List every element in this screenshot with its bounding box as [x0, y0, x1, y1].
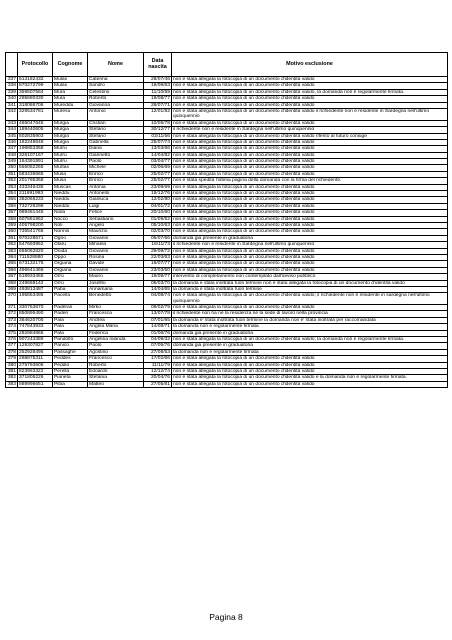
cell-nome: Antonio [88, 108, 144, 120]
cell-data-nascita: 30/12/77 [144, 127, 172, 133]
cell-nome: Angela Maria [88, 324, 144, 330]
cell-nome: Paolo [88, 343, 144, 349]
cell-data-nascita: 12/02/80 [144, 197, 172, 203]
cell-cognome: Murgia [53, 120, 88, 126]
cell-data-nascita: 02/03/70 [144, 229, 172, 235]
cell-row-number: 343 [6, 120, 18, 126]
cell-cognome: Murru [53, 146, 88, 152]
cell-row-number: 346 [6, 139, 18, 145]
cell-protocollo: 359507584 [18, 89, 53, 95]
cell-motivo: non è stata allegata la fotocopia di un documento d'identità valido [172, 362, 448, 368]
cell-nome: Roberto [88, 96, 144, 102]
cell-row-number: 341 [6, 102, 18, 108]
header-nome: Nome [88, 53, 144, 77]
cell-row-number: 360 [6, 229, 18, 235]
cell-data-nascita: 07/01/65 [144, 317, 172, 323]
cell-protocollo: 298875311 [18, 356, 53, 362]
cell-motivo: non è stata allegata la fotocopia di un documento d'identità valido [172, 102, 448, 108]
cell-data-nascita: 03/11/66 [144, 133, 172, 139]
cell-motivo: non è stata allegata la fotocopia di un documento d'identità valido; il richiedente non è residente in sardegna nell'ultimo quinquennio [172, 293, 448, 305]
cell-nome: Stefano [88, 133, 144, 139]
cell-motivo: non è stata allegata la fotocopia di un documento d'identità valido [172, 261, 448, 267]
cell-row-number: 352 [6, 178, 18, 184]
cell-row-number: 366 [6, 267, 18, 273]
cell-cognome: Pala [53, 317, 88, 323]
cell-nome: Giovanni [88, 235, 144, 241]
cell-cognome: Noli [53, 222, 88, 228]
table-row [6, 381, 448, 387]
cell-row-number: 380 [6, 362, 18, 368]
cell-motivo: non è stata allegata la fotocopia di un documento d'identità valido [172, 210, 448, 216]
cell-nome: Sebastiano [88, 216, 144, 222]
cell-data-nascita: 19/09/63 [144, 83, 172, 89]
cell-motivo: il richiedente non ha né la residenza né la sede di lavoro nella provincia [172, 311, 448, 317]
cell-data-nascita: 14/04/82 [144, 152, 172, 158]
cell-nome: Mihaela [88, 242, 144, 248]
cell-data-nascita: 25/02/77 [144, 178, 172, 184]
cell-cognome: Pacella [53, 293, 88, 305]
cell-nome: Enrico [88, 178, 144, 184]
cell-nome: Agostino [88, 349, 144, 355]
cell-motivo: non è stata allegata la fotocopia di un documento d'identità valido [172, 229, 448, 235]
cell-nome: Edoardo [88, 368, 144, 374]
cell-nome: Enrico [88, 171, 144, 177]
cell-row-number: 362 [6, 242, 18, 248]
cell-motivo: non è stata allegata la fotocopia di un documento d'identità valido [172, 146, 448, 152]
cell-protocollo: 196853358 [18, 146, 53, 152]
cell-protocollo: 249668142 [18, 280, 53, 286]
cell-row-number: 369 [6, 286, 18, 292]
cell-row-number: 354 [6, 191, 18, 197]
cell-motivo: non è stata allegata la fotocopia di un documento d'identità valido [172, 368, 448, 374]
cell-data-nascita: 05/10/63 [144, 222, 172, 228]
cell-row-number: 349 [6, 159, 18, 165]
cell-motivo: non è stata allegata la fotocopia di un documento d'identità valido il richiedente non è residente in Sardegna nell'ultimo quinquennio [172, 108, 448, 120]
cell-cognome: Musa [53, 178, 88, 184]
cell-data-nascita: 04/09/32 [144, 337, 172, 343]
cell-cognome: Murru [53, 152, 88, 158]
cell-row-number: 367 [6, 274, 18, 280]
cell-motivo: il richiedente non è residente in Sardegna nell'ultimo quinquennio [172, 127, 448, 133]
table-row [6, 108, 448, 120]
cell-data-nascita: 16/07/77 [144, 261, 172, 267]
cell-cognome: Pandolfo [53, 337, 88, 343]
cell-nome: Luigi [88, 203, 144, 209]
header-cognome: Cognome [53, 53, 88, 77]
cell-motivo: domanda già presente in graduatoria [172, 330, 448, 336]
cell-data-nascita: 09/02/79 [144, 305, 172, 311]
cell-cognome: Pala [53, 330, 88, 336]
cell-nome: Federica [88, 330, 144, 336]
cell-nome: Antonia [88, 184, 144, 190]
cell-cognome: Murru [53, 159, 88, 165]
cell-cognome: Pianeta [53, 375, 88, 381]
cell-nome: Matteo [88, 381, 144, 387]
cell-cognome: Murgia [53, 127, 88, 133]
cell-row-number: 358 [6, 216, 18, 222]
cell-motivo: intervento di completamento non contemplato dall'avviso pubblico [172, 274, 448, 280]
cell-cognome: Paderas [53, 305, 88, 311]
cell-row-number: 382 [6, 375, 18, 381]
cell-data-nascita: 19/08/77 [144, 96, 172, 102]
cell-data-nascita: 07/05/76 [144, 343, 172, 349]
cell-motivo: non è stata allegata la fotocopia di un documento d'identità valido [172, 356, 448, 362]
cell-row-number: 347 [6, 146, 18, 152]
cell-row-number: 378 [6, 349, 18, 355]
cell-data-nascita: 17/02/66 [144, 356, 172, 362]
cell-nome: Cristian [88, 120, 144, 126]
cell-protocollo: 195653495 [18, 293, 53, 305]
cell-motivo: non è stata allegata la fotocopia di un documento d'identità valido [172, 83, 448, 89]
cell-row-number: 353 [6, 184, 18, 190]
cell-nome: Maurizio [88, 229, 144, 235]
cell-data-nascita: 25/02/77 [144, 171, 172, 177]
cell-protocollo: 318086706 [18, 102, 53, 108]
cell-data-nascita: 23/03/50 [144, 267, 172, 273]
cell-row-number: 364 [6, 254, 18, 260]
cell-nome: Caterina [88, 77, 144, 83]
cell-protocollo: 405798200 [18, 222, 53, 228]
cell-row-number: 368 [6, 280, 18, 286]
cell-protocollo: 970228671 [18, 235, 53, 241]
cell-row-number: 359 [6, 222, 18, 228]
cell-cognome: Nieddu [53, 197, 88, 203]
cell-row-number: 363 [6, 248, 18, 254]
cell-nome: Michele [88, 165, 144, 171]
cell-motivo: non è stata allegata la fotocopia di un documento d'identità valido [172, 248, 448, 254]
cell-protocollo: 889996651 [18, 381, 53, 387]
cell-protocollo: 518933466 [18, 274, 53, 280]
cell-cognome: Paba [53, 286, 88, 292]
cell-motivo: non è stata allegata la fotocopia di un documento d'identità valido [172, 96, 448, 102]
cell-motivo: la domanda non è regolarmente firmata [172, 349, 448, 355]
cell-data-nascita: 05/03/70 [144, 280, 172, 286]
cell-nome: Stefania [88, 375, 144, 381]
cell-motivo: la domanda non è regolarmente firmata [172, 324, 448, 330]
cell-motivo: non è stata allegata la fotocopia di un documento d'identità valido [172, 381, 448, 387]
cell-cognome: Perella [53, 368, 88, 374]
cell-protocollo: 164391891 [18, 159, 53, 165]
cell-cognome: Ogno [53, 235, 88, 241]
cell-cognome: Onida [53, 248, 88, 254]
cell-cognome: Nonnis [53, 229, 88, 235]
cell-nome: Annamaria [88, 286, 144, 292]
cell-row-number: 377 [6, 343, 18, 349]
cell-protocollo: 502835903 [18, 133, 53, 139]
cell-cognome: Paderi [53, 311, 88, 317]
cell-cognome: Pibia [53, 381, 88, 387]
cell-data-nascita: 23/09/69 [144, 184, 172, 190]
cell-motivo: non è stata allegata la fotocopia di un documento d'identità valido [172, 191, 448, 197]
cell-protocollo: 433346435 [18, 184, 53, 190]
cell-nome: Paolo [88, 159, 144, 165]
cell-protocollo: 583436665 [18, 171, 53, 177]
cell-motivo: non è stata allegata la fotocopia di un documento d'identità valido [172, 120, 448, 126]
cell-data-nascita: 20/10/60 [144, 210, 172, 216]
cell-row-number: 372 [6, 311, 18, 317]
cell-row-number: 345 [6, 133, 18, 139]
cell-cognome: Mulas [53, 83, 88, 89]
cell-motivo: non è stata allegata la fotocopia di un documento d'identità valido [172, 267, 448, 273]
cell-nome: Giovanna [88, 102, 144, 108]
cell-nome: Giannetto [88, 152, 144, 158]
cell-data-nascita: 04/08/74 [144, 293, 172, 305]
cell-nome: Gabriella [88, 139, 144, 145]
cell-motivo: la domanda e' stata inoltrata fuori termine la domanda non e' stata inoltrata per raccomandata [172, 317, 448, 323]
cell-row-number: 338 [6, 83, 18, 89]
cell-cognome: Peddio [53, 362, 88, 368]
cell-cognome: Oppo [53, 254, 88, 260]
cell-row-number: 350 [6, 165, 18, 171]
cell-nome: Andrea [88, 317, 144, 323]
cell-data-nascita: 20/04/76 [144, 375, 172, 381]
cell-cognome: Niola [53, 210, 88, 216]
cell-cognome: Panico [53, 343, 88, 349]
cell-row-number: 376 [6, 337, 18, 343]
cell-data-nascita: 11/11/79 [144, 362, 172, 368]
cell-row-number: 373 [6, 317, 18, 323]
cell-nome: Josellto [88, 280, 144, 286]
cell-motivo: la domanda è stata inoltrata fuori termine non è stata allegata la fotocopia di un documento d'identità valido [172, 280, 448, 286]
header-data-nascita: Data nascita [144, 53, 172, 77]
cell-row-number: 344 [6, 127, 18, 133]
cell-data-nascita: 03/04/77 [144, 159, 172, 165]
cell-cognome: Passaghe [53, 349, 88, 355]
exclusion-table [5, 52, 448, 388]
cell-cognome: Mura [53, 89, 88, 95]
cell-protocollo: 870272799 [18, 83, 53, 89]
cell-protocollo: 201795358 [18, 178, 53, 184]
cell-data-nascita: 16/11/73 [144, 242, 172, 248]
cell-cognome: Musa [53, 171, 88, 177]
cell-data-nascita: 25/07/74 [144, 139, 172, 145]
cell-cognome: Mura [53, 96, 88, 102]
cell-cognome: Olaru [53, 242, 88, 248]
cell-nome: Roberto [88, 362, 144, 368]
cell-protocollo: 673132176 [18, 261, 53, 267]
cell-nome: Francesca [88, 311, 144, 317]
cell-nome: Angelo [88, 222, 144, 228]
cell-motivo: non è stata allegata la fotocopia di un documento d'identità valido [172, 152, 448, 158]
cell-protocollo: 252928495 [18, 349, 53, 355]
cell-nome: Diana [88, 146, 144, 152]
cell-row-number: 348 [6, 152, 18, 158]
cell-motivo: non è stata allegata la fotocopia di un documento d'identità valido [172, 216, 448, 222]
cell-data-nascita: 27/05/81 [144, 381, 172, 387]
cell-data-nascita: 22/03/63 [144, 254, 172, 260]
cell-cognome: Orgiana [53, 261, 88, 267]
cell-cognome: Peddes [53, 356, 88, 362]
cell-row-number: 365 [6, 261, 18, 267]
cell-nome: Francesco [88, 356, 144, 362]
cell-data-nascita: 05/07/56 [144, 235, 172, 241]
cell-data-nascita: 28/07/46 [144, 77, 172, 83]
cell-row-number: 340 [6, 96, 18, 102]
cell-data-nascita: 14/04/65 [144, 286, 172, 292]
cell-nome: Antonello [88, 191, 144, 197]
cell-motivo: non è stata allegata la fotocopia di un documento d'identità valido [172, 165, 448, 171]
cell-protocollo: 907243389 [18, 337, 53, 343]
cell-motivo: non è stata allegata la fotocopia di un documento d'identità valido [172, 203, 448, 209]
cell-cognome: Murgia [53, 139, 88, 145]
cell-motivo: non è stata allegata la fotocopia di un documento d'identità valido, la domanda non è regolarmente firmata. [172, 89, 448, 95]
cell-protocollo: 182248648 [18, 139, 53, 145]
cell-nome: Stefano [88, 127, 144, 133]
cell-protocollo: 382066233 [18, 197, 53, 203]
cell-cognome: Orrù [53, 280, 88, 286]
cell-protocollo: 189440605 [18, 127, 53, 133]
cell-data-nascita: 12/12/74 [144, 368, 172, 374]
header-row-number [6, 53, 18, 77]
cell-cognome: Mureddu [53, 102, 88, 108]
cell-protocollo: 465047645 [18, 120, 53, 126]
cell-motivo: non è stata allegata la fotocopia di un documento d'identità valido [172, 222, 448, 228]
cell-nome: Mauro [88, 274, 144, 280]
cell-data-nascita: 04/01/72 [144, 203, 172, 209]
cell-cognome: Pala [53, 324, 88, 330]
cell-data-nascita: 12/01/82 [144, 108, 172, 120]
cell-nome: Celestino [88, 89, 144, 95]
cell-nome: Rosina [88, 254, 144, 260]
cell-row-number: 337 [6, 77, 18, 83]
cell-nome: Mirko [88, 305, 144, 311]
cell-data-nascita: 13/07/78 [144, 311, 172, 317]
cell-data-nascita: 01/09/52 [144, 216, 172, 222]
table-row [6, 293, 448, 305]
cell-data-nascita: 19/09/77 [144, 274, 172, 280]
cell-nome: Giovanni [88, 248, 144, 254]
cell-protocollo: 556052255 [18, 165, 53, 171]
cell-nome: Giovanni [88, 267, 144, 273]
cell-data-nascita: 13/03/66 [144, 146, 172, 152]
cell-cognome: Muresu [53, 108, 88, 120]
cell-data-nascita: 11/10/59 [144, 89, 172, 95]
cell-row-number: 379 [6, 356, 18, 362]
cell-data-nascita: 14/08/71 [144, 324, 172, 330]
cell-motivo: non è stata allegata la fotocopia di un documento d'identità valido [172, 197, 448, 203]
cell-protocollo: 613182432 [18, 77, 53, 83]
header-motivo: Motivo esclusione [172, 53, 448, 77]
cell-motivo: domanda già presente in graduatoria [172, 235, 448, 241]
cell-protocollo: 607861962 [18, 216, 53, 222]
cell-row-number: 370 [6, 293, 18, 305]
cell-motivo: non è stata allegata la fotocopia di un documento d'identità valido; la domanda non è regolarmente firmata. [172, 337, 448, 343]
table-header-row [6, 53, 448, 77]
header-protocollo: Protocollo [18, 53, 53, 77]
cell-protocollo: 330763670 [18, 305, 53, 311]
cell-cognome: Orrù [53, 274, 88, 280]
cell-data-nascita: 27/08/53 [144, 349, 172, 355]
cell-motivo: domanda già presente in graduatoria [172, 343, 448, 349]
cell-protocollo: 665062620 [18, 248, 53, 254]
cell-cognome: Muscas [53, 184, 88, 190]
cell-cognome: Nieddu [53, 191, 88, 197]
cell-cognome: Nieddu [53, 203, 88, 209]
cell-cognome: Murtas [53, 165, 88, 171]
cell-protocollo: 493813487 [18, 286, 53, 292]
cell-data-nascita: 02/06/69 [144, 165, 172, 171]
cell-row-number: 361 [6, 235, 18, 241]
cell-protocollo: 129307827 [18, 343, 53, 349]
cell-protocollo: 732726298 [18, 203, 53, 209]
cell-protocollo: 547693952 [18, 242, 53, 248]
cell-motivo: non è stata allegata la fotocopia di un documento d'identità valido [172, 171, 448, 177]
cell-cognome: Nocco [53, 216, 88, 222]
cell-data-nascita: 19/12/76 [144, 191, 172, 197]
cell-motivo: non è stata allegata la fotocopia di un documento d'identità valido [172, 77, 448, 83]
cell-motivo: il richiedente non è residente in Sardegna nell'ultimo quinquennio [172, 242, 448, 248]
cell-data-nascita: 29/09/72 [144, 248, 172, 254]
cell-protocollo: 823963322 [18, 368, 53, 374]
cell-protocollo: 211691993 [18, 191, 53, 197]
cell-motivo: non è stata allegata la fotocopia di un documento d'identità valido [172, 254, 448, 260]
cell-motivo: non è stata allegata la fotocopia di un documento d'identità valido [172, 139, 448, 145]
cell-protocollo: 329534781 [18, 108, 53, 120]
cell-nome: Sandro [88, 83, 144, 89]
cell-row-number: 381 [6, 368, 18, 374]
cell-data-nascita: 01/06/76 [144, 330, 172, 336]
cell-protocollo: 735541766 [18, 229, 53, 235]
cell-motivo: non è stata allegata la fotocopia di un documento d'identità valido [172, 184, 448, 190]
cell-data-nascita: 28/07/71 [144, 102, 172, 108]
cell-row-number: 342 [6, 108, 18, 120]
cell-row-number: 357 [6, 210, 18, 216]
cell-nome: Felice [88, 210, 144, 216]
cell-nome: Gianluca [88, 197, 144, 203]
cell-protocollo: 711528880 [18, 254, 53, 260]
cell-protocollo: 275793606 [18, 362, 53, 368]
cell-protocollo: 295680330 [18, 96, 53, 102]
cell-row-number: 351 [6, 171, 18, 177]
cell-protocollo: 371805226 [18, 375, 53, 381]
cell-row-number: 375 [6, 330, 18, 336]
cell-nome: Benedetto [88, 293, 144, 305]
cell-motivo: non è stata allegata la fotocopia di un documento d'identità valido [172, 305, 448, 311]
cell-cognome: Murgia [53, 133, 88, 139]
cell-cognome: Mulas [53, 77, 88, 83]
cell-row-number: 383 [6, 381, 18, 387]
cell-protocollo: 850895490 [18, 311, 53, 317]
cell-motivo: la domanda è stata inoltrata fuori termine [172, 286, 448, 292]
cell-row-number: 371 [6, 305, 18, 311]
cell-cognome: Orgiana [53, 267, 88, 273]
cell-row-number: 355 [6, 197, 18, 203]
cell-motivo: non è stata allegata la fotocopia di un documento d'identità valido riferito al futuro coniuge [172, 133, 448, 139]
table-row [6, 337, 448, 343]
cell-row-number: 374 [6, 324, 18, 330]
cell-nome: Davide [88, 261, 144, 267]
cell-protocollo: 496641466 [18, 267, 53, 273]
cell-protocollo: 989481445 [18, 210, 53, 216]
cell-motivo: non è stata spedita l'ultima pagina della domanda con la firma del richiedente. [172, 178, 448, 184]
cell-protocollo: 384620705 [18, 317, 53, 323]
cell-protocollo: 747843933 [18, 324, 53, 330]
cell-data-nascita: 10/05/78 [144, 120, 172, 126]
cell-row-number: 339 [6, 89, 18, 95]
cell-motivo: non è stata allegata la fotocopia di un documento d'identità valido e la domanda non è regolarmente firmata. [172, 375, 448, 381]
cell-motivo: non è stata allegata la fotocopia di un documento d'identità valido [172, 159, 448, 165]
cell-protocollo: 282984866 [18, 330, 53, 336]
cell-nome: Angelina Iolanda [88, 337, 144, 343]
page-number: Pagina 8 [209, 612, 243, 622]
cell-row-number: 356 [6, 203, 18, 209]
cell-protocollo: 326107167 [18, 152, 53, 158]
